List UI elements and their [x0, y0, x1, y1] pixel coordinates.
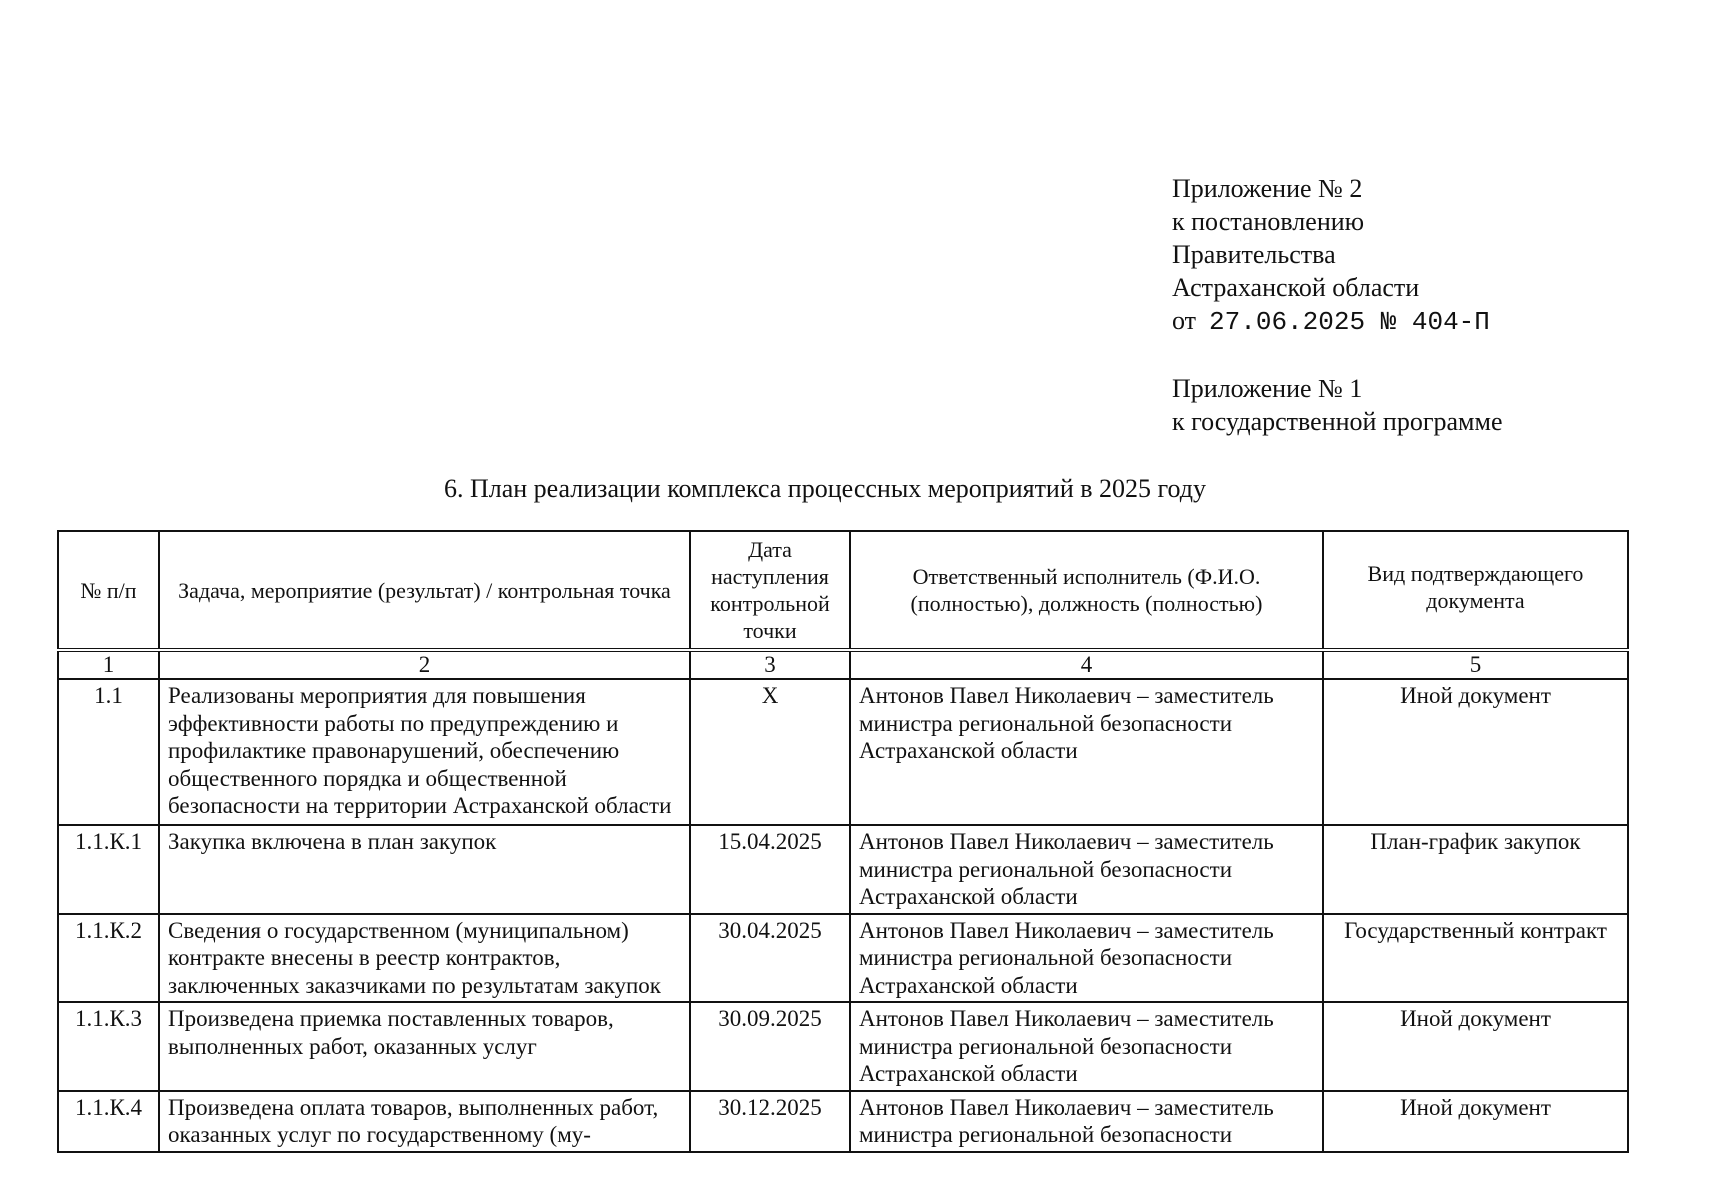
appendix2-subtitle-1: к постановлению	[1172, 207, 1365, 236]
header-num: № п/п	[58, 531, 159, 650]
column-number: 1	[58, 650, 159, 679]
row-number: 1.1.К.4	[58, 1091, 159, 1152]
column-number-row	[58, 650, 1628, 679]
row-task: Закупка включена в план закупок	[159, 825, 690, 914]
row-doc-type: Иной документ	[1323, 679, 1628, 825]
row-task: Сведения о государственном (муниципальном) контракте внесены в реестр контрактов, заключенных заказчиками по результатам закупок	[159, 914, 690, 1003]
column-number: 2	[159, 650, 690, 679]
header-doc-type: Вид подтверждающего документа	[1323, 531, 1628, 650]
table-row	[58, 1091, 1628, 1152]
row-number: 1.1.К.2	[58, 914, 159, 1003]
row-task: Произведена приемка поставленных товаров, выполненных работ, оказанных услуг	[159, 1002, 690, 1091]
row-responsible: Антонов Павел Николаевич – заместитель министра региональной безопасности	[850, 1091, 1323, 1152]
resolution-date-number: 27.06.2025 № 404-П	[1209, 307, 1490, 337]
row-date: 30.12.2025	[690, 1091, 850, 1152]
row-doc-type: Иной документ	[1323, 1002, 1628, 1091]
appendix2-date-line	[1172, 304, 1503, 339]
appendix-header	[1172, 172, 1503, 438]
row-number: 1.1.К.1	[58, 825, 159, 914]
row-task: Произведена оплата товаров, выполненных работ, оказанных услуг по государственному (му-	[159, 1091, 690, 1152]
appendix1-subtitle: к государственной программе	[1172, 407, 1503, 436]
table-row	[58, 1002, 1628, 1091]
row-date: 30.09.2025	[690, 1002, 850, 1091]
row-date: X	[690, 679, 850, 825]
table-header-row	[58, 531, 1628, 650]
row-responsible: Антонов Павел Николаевич – заместитель министра региональной безопасности Астраханской области	[850, 914, 1323, 1003]
table-row	[58, 679, 1628, 825]
section-title: 6. План реализации комплекса процессных мероприятий в 2025 году	[443, 474, 1207, 503]
table-row	[58, 825, 1628, 914]
row-responsible: Антонов Павел Николаевич – заместитель министра региональной безопасности Астраханской области	[850, 679, 1323, 825]
row-doc-type: Государственный контракт	[1323, 914, 1628, 1003]
header-date: Дата наступления контрольной точки	[690, 531, 850, 650]
appendix2-from-label: от	[1172, 306, 1197, 335]
row-task: Реализованы мероприятия для повышения эффективности работы по предупреждению и профилактике правонарушений, обеспечению общественного порядка и общественной безопасности на территории Астраханской области	[159, 679, 690, 825]
column-number: 5	[1323, 650, 1628, 679]
row-number: 1.1	[58, 679, 159, 825]
column-number: 4	[850, 650, 1323, 679]
header-task: Задача, мероприятие (результат) / контрольная точка	[159, 531, 690, 650]
row-doc-type: План-график закупок	[1323, 825, 1628, 914]
row-doc-type: Иной документ	[1323, 1091, 1628, 1152]
row-date: 15.04.2025	[690, 825, 850, 914]
table-row	[58, 914, 1628, 1003]
row-responsible: Антонов Павел Николаевич – заместитель министра региональной безопасности Астраханской области	[850, 825, 1323, 914]
row-responsible: Антонов Павел Николаевич – заместитель министра региональной безопасности Астраханской области	[850, 1002, 1323, 1091]
row-date: 30.04.2025	[690, 914, 850, 1003]
plan-table	[57, 530, 1629, 1153]
column-number: 3	[690, 650, 850, 679]
appendix2-title: Приложение № 2	[1172, 174, 1363, 203]
row-number: 1.1.К.3	[58, 1002, 159, 1091]
header-responsible: Ответственный исполнитель (Ф.И.О. (полностью), должность (полностью)	[850, 531, 1323, 650]
appendix1-title: Приложение № 1	[1172, 374, 1363, 403]
appendix2-subtitle-3: Астраханской области	[1172, 273, 1420, 302]
appendix2-subtitle-2: Правительства	[1172, 240, 1336, 269]
